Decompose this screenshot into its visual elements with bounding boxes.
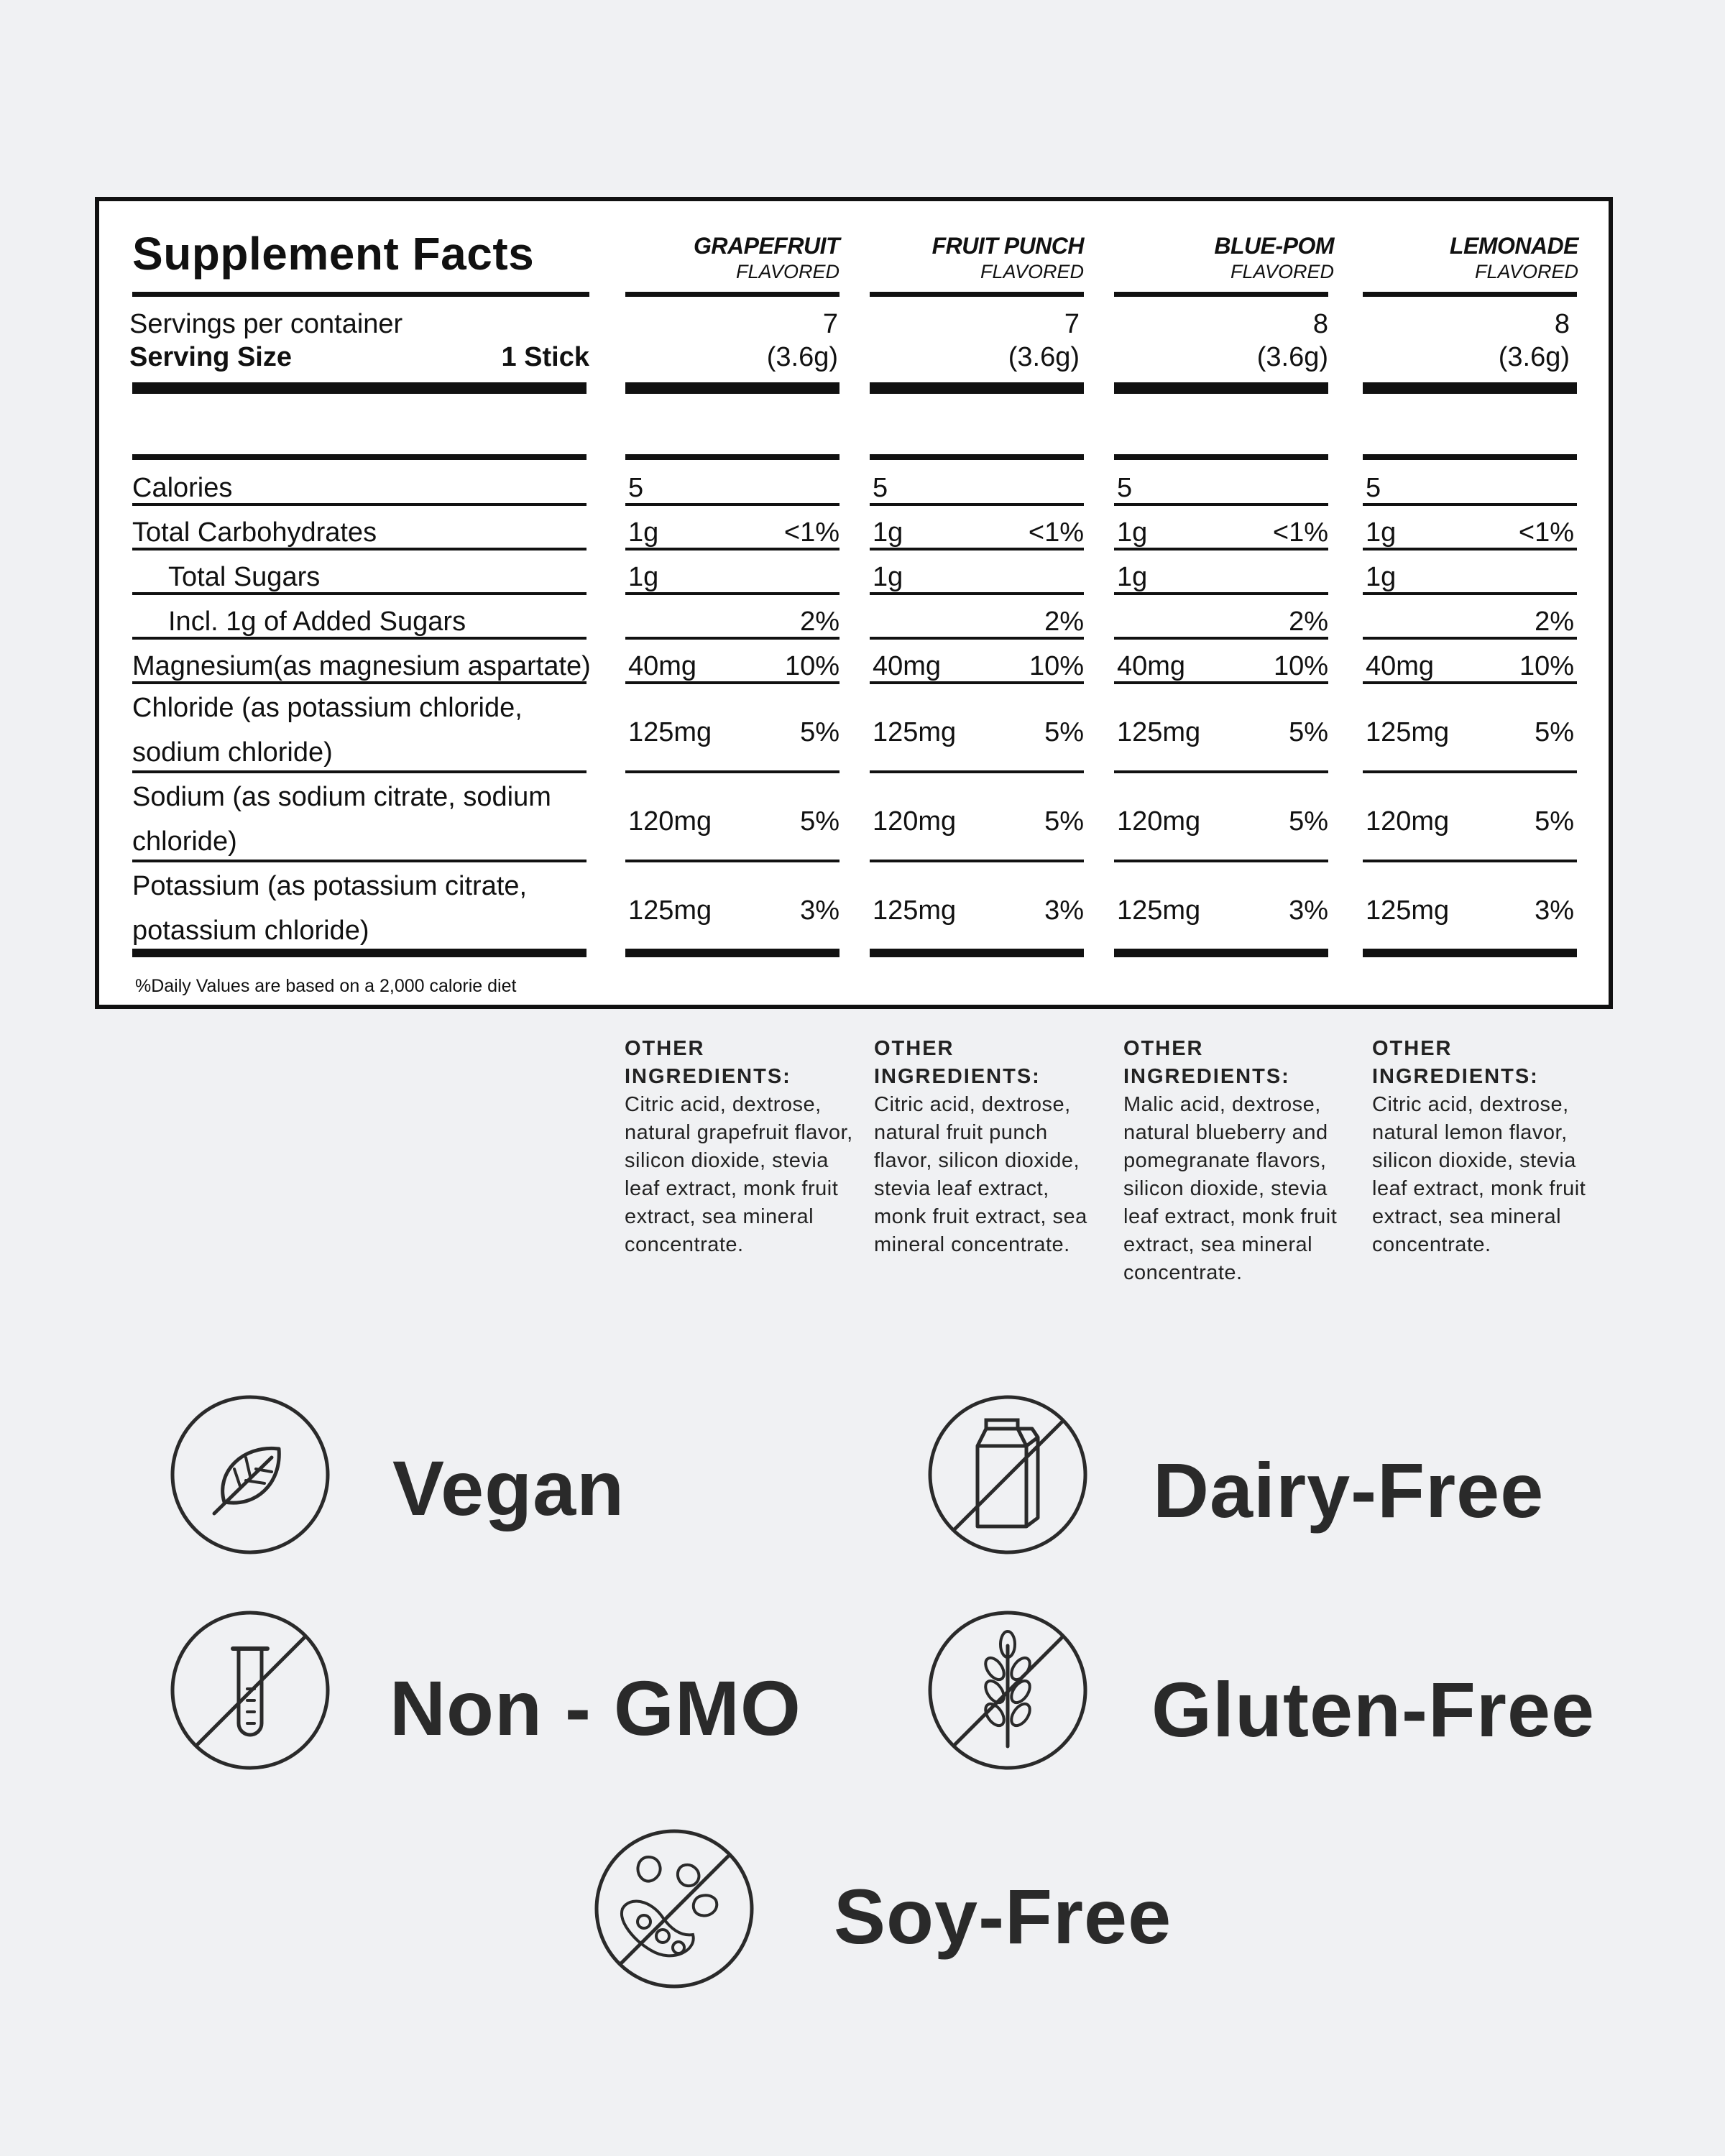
row-divider: [1114, 637, 1328, 640]
flavor-name: GRAPEFRUIT: [694, 233, 840, 259]
badge-vegan: [170, 1394, 625, 1555]
badge-label: Dairy-Free: [1153, 1446, 1545, 1534]
row-divider: [132, 548, 586, 550]
thick-rule: [1363, 949, 1577, 957]
ingredients-text: Citric acid, dextrose, natural lemon flavor, silicon dioxide, stevia leaf extract, monk fruit extract, sea mineral concentrate.: [1372, 1093, 1586, 1256]
ingredients-lemonade: [1372, 1035, 1602, 1259]
servings-blue-pom: 8: [1312, 309, 1328, 339]
badge-non-gmo: [170, 1610, 801, 1771]
amount: 125mg: [1117, 717, 1201, 747]
daily-value: <1%: [1028, 517, 1084, 548]
amount: 125mg: [628, 895, 712, 926]
thick-rule: [870, 949, 1084, 957]
daily-value: 10%: [1273, 651, 1328, 681]
badge-dairy-free: [927, 1394, 1544, 1555]
daily-value: 2%: [1044, 607, 1084, 637]
row-divider: [1363, 770, 1577, 773]
row-divider: [625, 503, 840, 506]
rule: [132, 292, 589, 297]
amount: 40mg: [1117, 651, 1186, 681]
ingredients-heading: OTHER INGREDIENTS:: [1123, 1037, 1290, 1088]
thick-rule: [1114, 949, 1328, 957]
amount: 120mg: [628, 806, 712, 837]
badge-gluten-free: [927, 1610, 1595, 1771]
row-divider: [1114, 592, 1328, 595]
wheat-crossed-icon: [927, 1610, 1088, 1771]
row-divider: [625, 637, 840, 640]
amount: 5: [1117, 473, 1133, 503]
ingredients-text: Malic acid, dextrose, natural blueberry and pomegranate flavors, silicon dioxide, stevia leaf extract, monk fruit extract, sea mineral concentrate.: [1123, 1093, 1338, 1284]
flavor-header-lemonade: [1366, 233, 1578, 283]
nutrient-label-sugars: Total Sugars: [168, 562, 321, 592]
daily-value: 3%: [800, 895, 840, 926]
amount: 1g: [873, 517, 903, 548]
amount: 40mg: [873, 651, 942, 681]
servings-fruit-punch: 7: [1064, 309, 1080, 339]
amount: 125mg: [1117, 895, 1201, 926]
thick-rule: [1114, 382, 1328, 394]
daily-value: 5%: [1535, 717, 1574, 747]
test-tube-crossed-icon: [170, 1610, 331, 1771]
row-divider: [132, 770, 586, 773]
amount: 5: [873, 473, 888, 503]
nutrient-label-calories: Calories: [132, 473, 233, 503]
row-divider: [132, 592, 586, 595]
row-divider: [625, 548, 840, 550]
rule: [625, 292, 840, 297]
thick-rule: [625, 949, 840, 957]
thick-rule: [625, 382, 840, 394]
serving-size-label: Serving Size: [129, 342, 292, 372]
row-divider: [1363, 592, 1577, 595]
daily-value: 3%: [1535, 895, 1574, 926]
amount: 5: [1366, 473, 1381, 503]
row-divider: [870, 548, 1084, 550]
row-divider: [132, 860, 586, 862]
panel-title: Supplement Facts: [132, 228, 535, 280]
weight-grapefruit: (3.6g): [766, 342, 838, 372]
ingredients-heading: OTHER INGREDIENTS:: [874, 1037, 1041, 1088]
nutrient-label-carbs: Total Carbohydrates: [132, 517, 377, 548]
daily-value: 5%: [1289, 806, 1328, 837]
badge-label: Gluten-Free: [1151, 1665, 1596, 1753]
row-divider: [1114, 770, 1328, 773]
rule: [870, 292, 1084, 297]
ingredients-blue-pom: [1123, 1035, 1353, 1287]
row-divider: [1363, 637, 1577, 640]
soybean-crossed-icon: [594, 1828, 755, 1989]
daily-value: 2%: [1289, 607, 1328, 637]
daily-value: 5%: [1535, 806, 1574, 837]
flavor-header-grapefruit: [627, 233, 840, 283]
row-divider: [870, 592, 1084, 595]
daily-value: 2%: [800, 607, 840, 637]
row-divider: [1114, 860, 1328, 862]
row-divider: [870, 637, 1084, 640]
row-divider: [1363, 681, 1577, 684]
ingredients-grapefruit: [625, 1035, 855, 1259]
ingredients-heading: OTHER INGREDIENTS:: [1372, 1037, 1539, 1088]
flavor-name: LEMONADE: [1449, 233, 1578, 259]
rule: [1114, 454, 1328, 460]
row-divider: [132, 637, 586, 640]
flavor-sub: FLAVORED: [980, 261, 1084, 282]
amount: 1g: [628, 517, 659, 548]
thick-rule: [870, 382, 1084, 394]
row-divider: [870, 681, 1084, 684]
nutrient-label-potassium: Potassium (as potassium citrate, potassium chloride): [132, 871, 528, 946]
row-divider: [1114, 503, 1328, 506]
weight-fruit-punch: (3.6g): [1008, 342, 1080, 372]
serving-size-value: 1 Stick: [501, 342, 589, 372]
daily-value: 5%: [1289, 717, 1328, 747]
flavor-sub: FLAVORED: [1230, 261, 1334, 282]
servings-label: Servings per container: [129, 309, 403, 339]
daily-value: 5%: [1044, 806, 1084, 837]
flavor-header-fruit-punch: [871, 233, 1084, 283]
daily-value: <1%: [1272, 517, 1328, 548]
daily-value: 10%: [1029, 651, 1084, 681]
amount: 1g: [628, 562, 659, 592]
thick-rule: [132, 949, 586, 957]
row-divider: [1363, 548, 1577, 550]
nutrient-label-sodium: Sodium (as sodium citrate, sodium chloride): [132, 782, 551, 857]
amount: 125mg: [873, 895, 957, 926]
row-divider: [870, 860, 1084, 862]
badge-label: Soy-Free: [834, 1872, 1172, 1960]
amount: 1g: [1117, 562, 1148, 592]
milk-carton-crossed-icon: [927, 1394, 1088, 1555]
daily-value: <1%: [783, 517, 840, 548]
amount: 125mg: [1366, 895, 1450, 926]
row-divider: [132, 681, 586, 684]
amount: 120mg: [1117, 806, 1201, 837]
badge-soy-free: [594, 1828, 1172, 1989]
amount: 1g: [1117, 517, 1148, 548]
amount: 1g: [1366, 562, 1397, 592]
amount: 40mg: [628, 651, 697, 681]
daily-value: 2%: [1535, 607, 1574, 637]
row-divider: [625, 592, 840, 595]
amount: 1g: [873, 562, 903, 592]
row-divider: [1114, 548, 1328, 550]
flavor-name: FRUIT PUNCH: [932, 233, 1084, 259]
rule: [625, 454, 840, 460]
row-divider: [1363, 503, 1577, 506]
amount: 120mg: [873, 806, 957, 837]
amount: 5: [628, 473, 644, 503]
flavor-name: BLUE-POM: [1214, 233, 1334, 259]
daily-value: 5%: [800, 717, 840, 747]
amount: 40mg: [1366, 651, 1435, 681]
nutrient-label-magnesium: Magnesium(as magnesium aspartate): [132, 651, 591, 681]
daily-value-footnote: %Daily Values are based on a 2,000 calorie diet: [135, 976, 517, 996]
thick-rule: [132, 382, 586, 394]
amount: 120mg: [1366, 806, 1450, 837]
daily-value: 3%: [1289, 895, 1328, 926]
supplement-facts-panel: [95, 197, 1613, 1009]
row-divider: [625, 770, 840, 773]
badge-label: Non - GMO: [390, 1664, 801, 1751]
daily-value: 10%: [1519, 651, 1574, 681]
flavor-sub: FLAVORED: [735, 261, 840, 282]
row-divider: [1363, 860, 1577, 862]
badge-label: Vegan: [392, 1444, 625, 1531]
row-divider: [132, 503, 586, 506]
row-divider: [1114, 681, 1328, 684]
daily-value: 10%: [784, 651, 840, 681]
rule: [132, 454, 586, 460]
ingredients-text: Citric acid, dextrose, natural grapefruit flavor, silicon dioxide, stevia leaf extract, monk fruit extract, sea mineral concentrate.: [625, 1093, 853, 1256]
amount: 125mg: [628, 717, 712, 747]
daily-value: 3%: [1044, 895, 1084, 926]
daily-value: <1%: [1518, 517, 1574, 548]
servings-grapefruit: 7: [822, 309, 838, 339]
row-divider: [870, 503, 1084, 506]
amount: 125mg: [873, 717, 957, 747]
ingredients-fruit-punch: [874, 1035, 1104, 1259]
nutrient-label-added-sugars: Incl. 1g of Added Sugars: [168, 607, 466, 637]
amount: 1g: [1366, 517, 1397, 548]
rule: [870, 454, 1084, 460]
weight-blue-pom: (3.6g): [1256, 342, 1328, 372]
nutrient-label-chloride: Chloride (as potassium chloride, sodium chloride): [132, 693, 523, 768]
thick-rule: [1363, 382, 1577, 394]
rule: [1363, 292, 1577, 297]
daily-value: 5%: [800, 806, 840, 837]
amount: 125mg: [1366, 717, 1450, 747]
row-divider: [625, 681, 840, 684]
ingredients-text: Citric acid, dextrose, natural fruit punch flavor, silicon dioxide, stevia leaf extract, monk fruit extract, sea mineral concentrate.: [874, 1093, 1087, 1256]
ingredients-heading: OTHER INGREDIENTS:: [625, 1037, 791, 1088]
rule: [1114, 292, 1328, 297]
rule: [1363, 454, 1577, 460]
flavor-header-blue-pom: [1121, 233, 1334, 283]
row-divider: [625, 860, 840, 862]
daily-value: 5%: [1044, 717, 1084, 747]
flavor-sub: FLAVORED: [1474, 261, 1578, 282]
leaf-icon: [170, 1394, 331, 1555]
row-divider: [870, 770, 1084, 773]
weight-lemonade: (3.6g): [1498, 342, 1570, 372]
servings-lemonade: 8: [1554, 309, 1570, 339]
